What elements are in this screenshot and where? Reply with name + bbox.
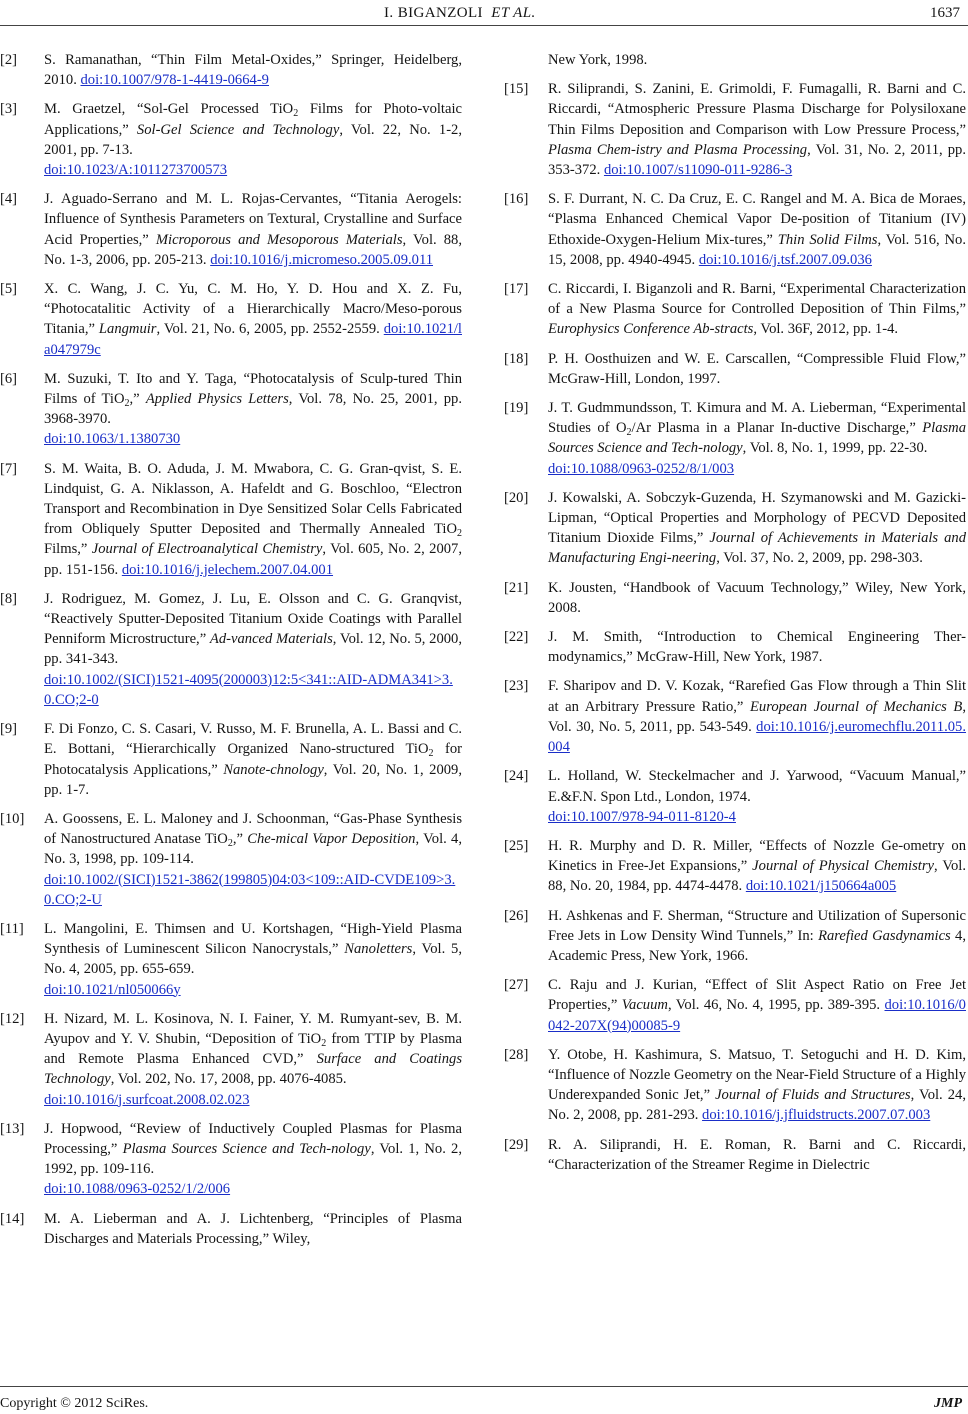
reference-12 — [0, 1009, 462, 1110]
reference-details: , Vol. 46, No. 4, 1995, pp. 389-395. — [667, 997, 885, 1014]
reference-4 — [0, 189, 462, 270]
reference-number: [29] — [504, 1136, 529, 1153]
journal-title: Sol-Gel Science and Technology — [136, 121, 340, 138]
reference-number: [28] — [504, 1046, 529, 1063]
reference-20 — [504, 488, 966, 569]
reference-text: /Ar Plasma in a Planar In-ductive Discharge,” — [631, 420, 923, 437]
doi-link[interactable]: doi:10.1016/j.micromeso.2005.09.011 — [210, 251, 434, 268]
reference-29 — [504, 1135, 966, 1175]
subscript: 2 — [428, 748, 434, 760]
reference-text: R. A. Siliprandi, H. E. Roman, R. Barni and C. Riccardi, “Characterization of the Streamer Regime in Dielectric — [548, 1136, 966, 1173]
copyright-notice: Copyright © 2012 SciRes. — [0, 1396, 149, 1411]
reference-number: [15] — [504, 81, 529, 98]
reference-number: [16] — [504, 191, 529, 208]
doi-link[interactable]: doi:10.1016/j.tsf.2007.09.036 — [698, 251, 872, 268]
reference-details: , Vol. 30, No. 5, 2011, pp. 543-549. — [548, 698, 966, 735]
reference-details: , Vol. 516, No. 15, 2008, pp. 4940-4945. — [548, 231, 967, 268]
reference-number: [20] — [504, 489, 529, 506]
reference-number: [21] — [504, 579, 529, 596]
reference-number: [3] — [0, 101, 18, 118]
reference-details: , Vol. 37, No. 2, 2009, pp. 298-303. — [716, 550, 923, 567]
references-right-column — [504, 50, 966, 1184]
reference-number: [11] — [0, 920, 24, 937]
reference-details: , Vol. 8, No. 1, 1999, pp. 22-30. — [742, 440, 928, 457]
reference-text: L. Mangolini, E. Thimsen and U. Kortshagen, “High-Yield Plasma Synthesis of Luminescent Silicon Nanocrystals,” — [44, 920, 462, 958]
subscript: 2 — [457, 528, 462, 540]
reference-3 — [0, 99, 462, 180]
journal-title: Applied Physics Letters — [145, 391, 289, 408]
reference-text: from TTIP by Plasma and Remote Plasma Enhanced CVD,” — [44, 1030, 462, 1068]
reference-text: Films for Photo-voltaic Applications,” — [44, 101, 462, 138]
doi-link[interactable]: doi:10.1088/0963-0252/1/2/006 — [44, 1181, 231, 1198]
reference-text: Y. Otobe, H. Kashimura, S. Matsuo, T. Setoguchi and H. D. Kim, “Influence of Nozzle Geometry on the Near-Field Structure of a Highly Underexpanded Sonic Jet,” — [548, 1046, 966, 1104]
journal-title: Plasma Sources Science and Tech-nology — [548, 420, 966, 457]
footer-rule — [0, 1386, 968, 1387]
journal-title: Journal of Achievements in Materials and Manufacturing Engi-neering — [548, 530, 966, 567]
references-left-column — [0, 50, 462, 1258]
reference-details: , Vol. 31, No. 2, 2011, pp. 353-372. — [548, 141, 967, 179]
reference-text: J. Hopwood, “Review of Inductively Coupled Plasmas for Plasma Processing,” — [44, 1120, 462, 1157]
running-header — [0, 0, 968, 26]
journal-title: Journal of Fluids and Structures — [715, 1087, 911, 1104]
doi-link[interactable]: doi:10.1021/j150664a005 — [745, 878, 897, 895]
reference-number: [4] — [0, 191, 18, 208]
reference-details: , Vol. 202, No. 17, 2008, pp. 4076-4085. — [110, 1071, 347, 1088]
reference-number: [10] — [0, 810, 25, 827]
reference-number: [6] — [0, 370, 18, 387]
reference-details: , Vol. 22, No. 1-2, 2001, pp. 7-13. — [44, 121, 462, 158]
reference-text: ,” — [232, 831, 248, 848]
page-footer — [0, 1386, 968, 1414]
reference-text: F. Sharipov and D. V. Kozak, “Rarefied Gas Flow through a Thin Slit at an Arbitrary Pressure Ratio,” — [548, 678, 966, 715]
doi-link[interactable]: doi:10.1002/(SICI)1521-4095(200003)12:5<341::AID-ADMA341>3.0.CO;2-0 — [44, 671, 453, 708]
reference-14-continued — [504, 50, 966, 70]
reference-27 — [504, 975, 966, 1036]
journal-title: Ad-vanced Materials — [209, 631, 333, 648]
reference-number: [2] — [0, 52, 18, 68]
doi-link[interactable]: doi:10.1021/nl050066y — [44, 981, 181, 998]
journal-title: European Journal of Mechanics B — [750, 698, 963, 715]
reference-text: New York, 1998. — [548, 52, 648, 68]
doi-link[interactable]: doi:10.1063/1.1380730 — [44, 431, 181, 448]
reference-number: [25] — [504, 837, 529, 854]
reference-number: [9] — [0, 721, 18, 738]
reference-number: [19] — [504, 400, 529, 417]
reference-text: R. Siliprandi, S. Zanini, E. Grimoldi, F. Fumagalli, R. Barni and C. Riccardi, “Atmospheric Pressure Plasma Discharge for Polysiloxane Thin Films Deposition and Comparison with Low Pressure Process,” — [548, 81, 966, 138]
reference-text: S. M. Waita, B. O. Aduda, J. M. Mwabora, C. G. Gran-qvist, S. E. Lindquist, G. A. Niklasson, A. Hafeldt and G. Boschloo, “Electron Transport and Recombination in Dye Sensitized Solar Cells Fabricated from Obliquely Sputter Deposited and Thermally Annealed TiO — [44, 460, 462, 538]
reference-text: H. R. Murphy and D. R. Miller, “Effects of Nozzle Ge-ometry on Kinetics in Free-Jet Expansions,” — [548, 837, 966, 875]
journal-title: Journal of Electroanalytical Chemistry — [91, 541, 323, 558]
reference-25 — [504, 836, 966, 897]
reference-details: , Vol. 24, No. 2, 2008, pp. 281-293. — [548, 1087, 966, 1124]
reference-details: , Vol. 12, No. 5, 2000, pp. 341-343. — [44, 631, 462, 668]
reference-text: P. H. Oosthuizen and W. E. Carscallen, “Compressible Fluid Flow,” McGraw-Hill, London, 1997. — [548, 350, 966, 387]
reference-8 — [0, 589, 462, 710]
reference-14 — [0, 1209, 462, 1249]
journal-title: Nanote-chnology — [223, 761, 324, 778]
journal-title: Europhysics Conference Ab-stracts — [548, 321, 754, 338]
journal-title: Che-mical Vapor Deposition — [247, 831, 416, 848]
doi-link[interactable]: doi:10.1016/j.surfcoat.2008.02.023 — [44, 1091, 250, 1108]
reference-2 — [0, 50, 462, 90]
reference-details: , Vol. 21, No. 6, 2005, pp. 2552-2559. — [156, 321, 384, 338]
journal-title: Plasma Chem-istry and Plasma Processing — [548, 141, 808, 158]
reference-number: [7] — [0, 460, 18, 477]
reference-details: , Vol. 605, No. 2, 2007, pp. 151-156. — [44, 541, 463, 578]
reference-7 — [0, 459, 462, 580]
reference-details: , Vol. 1, No. 2, 1992, pp. 109-116. — [44, 1140, 463, 1178]
reference-18 — [504, 349, 966, 389]
reference-details: , Vol. 78, No. 25, 2001, pp. 3968-3970. — [44, 391, 463, 428]
reference-number: [26] — [504, 907, 529, 924]
reference-details: , Vol. 88, No. 20, 1984, pp. 4474-4478. — [548, 858, 966, 895]
reference-6 — [0, 369, 462, 450]
reference-10 — [0, 809, 462, 910]
journal-title: Vacuum — [621, 997, 668, 1014]
reference-number: [12] — [0, 1010, 25, 1027]
reference-details: , Vol. 5, No. 4, 2005, pp. 655-659. — [44, 941, 462, 978]
doi-link[interactable]: doi:10.1016/j.jfluidstructs.2007.07.003 — [702, 1107, 931, 1124]
reference-text: C. Raju and J. Kurian, “Effect of Slit Aspect Ratio on Free Jet Properties,” — [548, 977, 966, 1014]
reference-text: Films,” — [44, 541, 92, 558]
reference-22 — [504, 627, 966, 667]
reference-details: , Vol. 88, No. 1-3, 2006, pp. 205-213. — [44, 231, 462, 268]
reference-text: K. Jousten, “Handbook of Vacuum Technology,” Wiley, New York, 2008. — [548, 579, 966, 616]
doi-link[interactable]: doi:10.1016/j.euromechflu.2011.05.004 — [548, 718, 966, 756]
subscript: 2 — [626, 427, 632, 439]
reference-5 — [0, 279, 462, 360]
reference-text: S. F. Durrant, N. C. Da Cruz, E. C. Rangel and M. A. Bica de Moraes, “Plasma Enhanced Chemical Vapor De-position of Titanium (IV) Ethoxide-Oxygen-Helium Mix-tures,” — [548, 191, 966, 248]
reference-text: J. T. Gudmmundsson, T. Kimura and M. A. Lieberman, “Experimental Studies of O — [548, 400, 966, 437]
journal-abbreviation: JMP — [934, 1396, 962, 1411]
reference-9 — [0, 719, 462, 800]
reference-15 — [504, 79, 966, 180]
reference-text: X. C. Wang, J. C. Yu, C. M. Ho, Y. D. Hou and X. Z. Fu, “Photocatalitic Activity of a Hierarchically Macro/Meso-porous Titania,” — [44, 281, 462, 338]
doi-link[interactable]: doi:10.1088/0963-0252/8/1/003 — [548, 460, 735, 477]
reference-text: J. Kowalski, A. Sobczyk-Guzenda, H. Szymanowski and M. Gazicki-Lipman, “Optical Properties and Morphology of PECVD Deposited Titanium Dioxide Films,” — [548, 489, 966, 547]
doi-link[interactable]: doi:10.1016/0042-207X(94)00085-9 — [548, 997, 966, 1034]
running-etal: ET AL. — [491, 5, 536, 21]
reference-13 — [0, 1119, 462, 1200]
reference-number: [13] — [0, 1120, 25, 1137]
reference-number: [18] — [504, 350, 529, 367]
reference-text: for Photocatalysis Applications,” — [44, 741, 462, 778]
reference-26 — [504, 906, 966, 967]
reference-number: [17] — [504, 281, 529, 298]
header-rule — [0, 25, 968, 26]
journal-title: Microporous and Mesoporous Materials — [155, 231, 403, 248]
subscript: 2 — [124, 398, 130, 410]
reference-details: , Vol. 20, No. 1, 2009, pp. 1-7. — [44, 761, 462, 798]
reference-details: , Vol. 36F, 2012, pp. 1-4. — [753, 321, 899, 338]
journal-title: Langmuir — [98, 321, 157, 338]
reference-details: , Vol. 4, No. 3, 1998, pp. 109-114. — [44, 831, 462, 868]
reference-11 — [0, 919, 462, 1000]
reference-text: J. Aguado-Serrano and M. L. Rojas-Cervantes, “Titania Aerogels: Influence of Synthesis Parameters on Textural, Crystalline and Surface Acid Properties,” — [44, 191, 462, 248]
journal-title: Journal of Physical Chemistry — [752, 858, 934, 875]
doi-link[interactable]: doi:10.1002/(SICI)1521-3862(199805)04:03<109::AID-CVDE109>3.0.CO;2-U — [44, 871, 456, 908]
reference-16 — [504, 189, 966, 270]
page-number: 1637 — [930, 5, 960, 21]
subscript: 2 — [321, 1037, 327, 1049]
reference-text: C. Riccardi, I. Biganzoli and R. Barni, “Experimental Characterization of a New Plasma Source for Controlled Deposition of Thin Films,” — [548, 281, 966, 318]
reference-text: A. Goossens, E. L. Maloney and J. Schoonman, “Gas-Phase Synthesis of Nanostructured Anatase TiO — [44, 810, 462, 848]
reference-17 — [504, 279, 966, 340]
reference-text: H. Ashkenas and F. Sherman, “Structure and Utilization of Supersonic Free Jets in Low Density Wind Tunnels,” In: — [548, 907, 966, 944]
reference-text: J. M. Smith, “Introduction to Chemical Engineering Ther-modynamics,” McGraw-Hill, New York, 1987. — [548, 629, 966, 666]
reference-28 — [504, 1045, 966, 1126]
reference-number: [14] — [0, 1210, 25, 1227]
subscript: 2 — [227, 838, 233, 850]
book-title: Rarefied Gasdynamics — [818, 927, 951, 944]
reference-text: M. Suzuki, T. Ito and Y. Taga, “Photocatalysis of Sculp-tured Thin Films of TiO — [44, 370, 462, 408]
reference-text: F. Di Fonzo, C. S. Casari, V. Russo, M. F. Brunella, A. L. Bassi and C. E. Bottani, “Hierarchically Organized Nano-structured TiO — [44, 721, 462, 758]
reference-19 — [504, 398, 966, 479]
reference-text: J. Rodriguez, M. Gomez, J. Lu, E. Olsson and C. G. Granqvist, “Reactively Sputter-Deposited Titanium Oxide Coatings with Parallel Penniform Microstructure,” — [44, 590, 462, 648]
reference-24 — [504, 766, 966, 827]
journal-title: Plasma Sources Science and Tech-nology — [122, 1140, 371, 1157]
doi-link[interactable]: doi:10.1007/s11090-011-9286-3 — [603, 162, 793, 179]
reference-text: S. Ramanathan, “Thin Film Metal-Oxides,” Springer, Heidelberg, 2010. — [44, 52, 462, 89]
running-author: I. BIGANZOLI — [384, 5, 483, 21]
running-title — [384, 2, 536, 24]
reference-text: L. Holland, W. Steckelmacher and J. Yarwood, “Vacuum Manual,” E.&F.N. Spon Ltd., London, 1974. — [548, 768, 966, 805]
doi-link[interactable]: doi:10.1016/j.jelechem.2007.04.001 — [121, 561, 334, 578]
reference-text: ,” — [129, 391, 146, 408]
reference-number: [24] — [504, 768, 529, 785]
reference-number: [27] — [504, 977, 529, 994]
reference-number: [23] — [504, 678, 529, 695]
journal-title: Thin Solid Films — [777, 231, 878, 248]
reference-23 — [504, 676, 966, 757]
doi-link[interactable]: doi:10.1021/la047979c — [44, 321, 462, 358]
reference-text: M. A. Lieberman and A. J. Lichtenberg, “Principles of Plasma Discharges and Materials Processing,” Wiley, — [44, 1210, 462, 1247]
reference-number: [8] — [0, 590, 18, 607]
reference-number: [5] — [0, 281, 18, 298]
journal-title: Nanoletters — [344, 941, 413, 958]
reference-number: [22] — [504, 629, 529, 646]
doi-link[interactable]: doi:10.1023/A:1011273700573 — [44, 162, 228, 179]
journal-title: Surface and Coatings Technology — [44, 1051, 462, 1088]
reference-details: 4, Academic Press, New York, 1966. — [548, 927, 967, 964]
reference-text: H. Nizard, M. L. Kosinova, N. I. Fainer, Y. M. Rumyant-sev, B. M. Ayupov and Y. V. Shubin, “Deposition of TiO — [44, 1010, 462, 1047]
doi-link[interactable]: doi:10.1007/978-1-4419-0664-9 — [80, 72, 269, 89]
subscript: 2 — [293, 108, 299, 120]
doi-link[interactable]: doi:10.1007/978-94-011-8120-4 — [548, 808, 736, 825]
reference-21 — [504, 578, 966, 618]
reference-text: M. Graetzel, “Sol-Gel Processed TiO — [44, 101, 294, 118]
